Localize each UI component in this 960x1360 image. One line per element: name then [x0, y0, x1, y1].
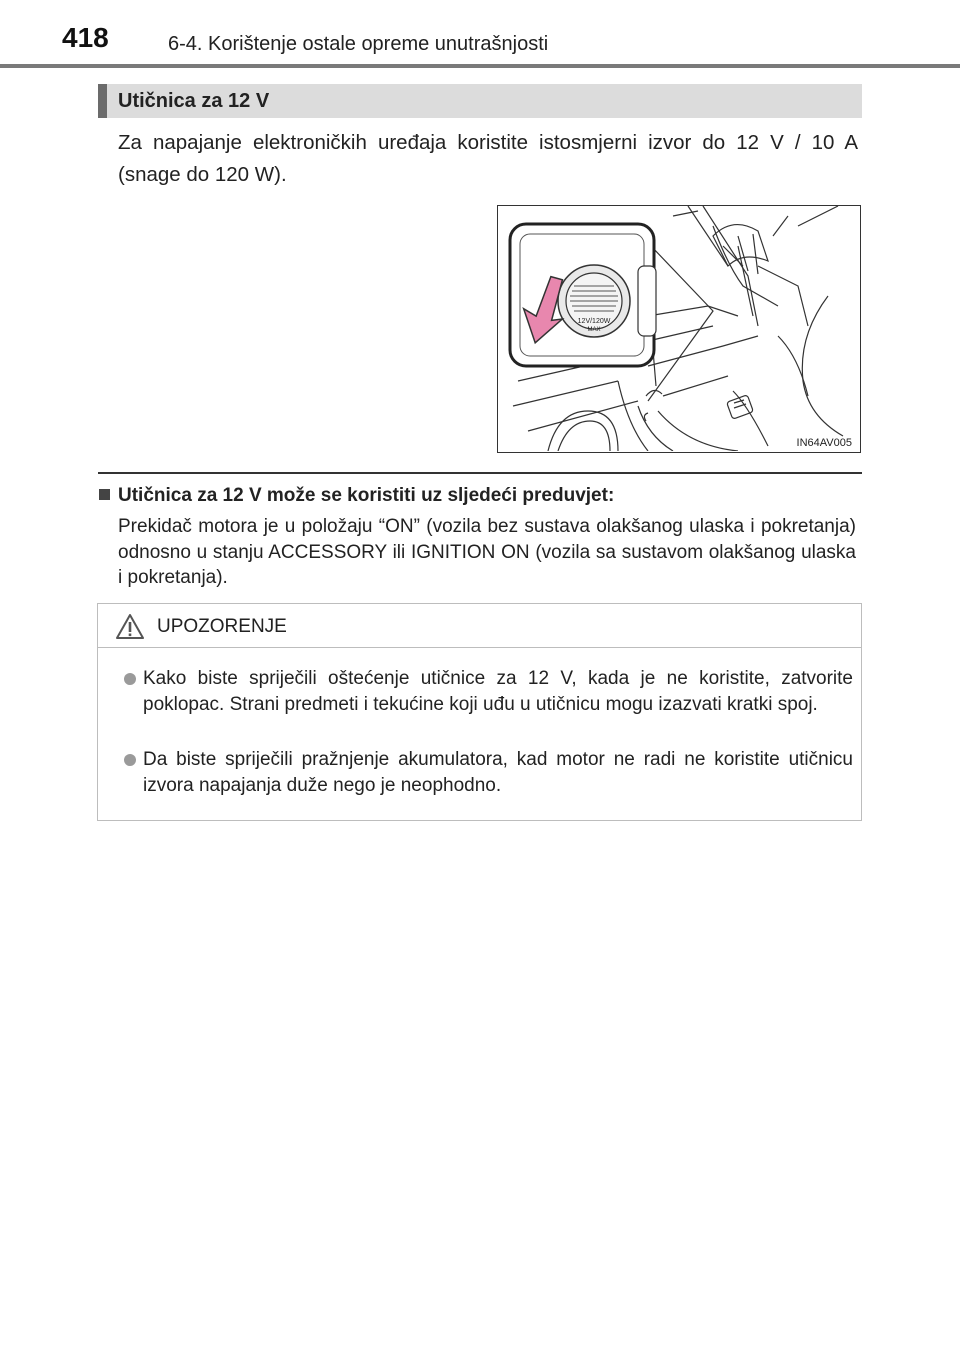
- section-heading-bar: [98, 84, 862, 118]
- section-accent: [98, 84, 107, 118]
- socket-illustration: [497, 205, 861, 453]
- round-bullet-icon: [124, 754, 136, 766]
- intro-paragraph: Za napajanje elektroničkih uređaja koristite istosmjerni izvor do 12 V / 10 A (snage do 120 W).: [118, 131, 858, 186]
- header-rule: [0, 64, 960, 68]
- warning-triangle-icon: [115, 613, 145, 640]
- note-heading-text: Utičnica za 12 V može se koristiti uz sljedeći preduvjet:: [118, 485, 615, 506]
- warning-box: [97, 603, 862, 821]
- square-bullet-icon: [99, 489, 110, 500]
- chapter-title: 6-4. Korištenje ostale opreme unutrašnjosti: [168, 33, 549, 55]
- section-title: Utičnica za 12 V: [118, 90, 270, 112]
- console-drawing: [498, 206, 859, 451]
- page-number: 418: [62, 22, 109, 53]
- warning-header: [98, 604, 861, 648]
- note-body: Prekidač motora je u položaju “ON” (vozila bez sustava olakšanog ulaska i pokretanja) odnosno u stanju ACCESSORY ili IGNITION ON (vozila sa sustavom olakšanog ulaska i pokretanja).: [118, 516, 856, 588]
- warning-title: UPOZORENJE: [157, 616, 287, 637]
- figure-code: IN64AV005: [796, 437, 852, 449]
- socket-rating-label: 12V/120W: [577, 318, 611, 325]
- warning-item-text: Da biste spriječili pražnjenje akumulatora, kad motor ne radi ne koristite utičnicu izvora napajanja duže nego je neophodno.: [143, 749, 853, 796]
- round-bullet-icon: [124, 673, 136, 685]
- socket-max-label: MAX: [587, 327, 601, 333]
- note-heading: [99, 485, 614, 507]
- warning-item: [143, 747, 853, 798]
- warning-item-text: Kako biste spriječili oštećenje utičnice za 12 V, kada je ne koristite, zatvorite poklopac. Strani predmeti i tekućine koji uđu u utičnicu mogu izazvati kratki spoj.: [143, 668, 853, 715]
- section-divider: [98, 472, 862, 474]
- warning-item: [143, 666, 853, 717]
